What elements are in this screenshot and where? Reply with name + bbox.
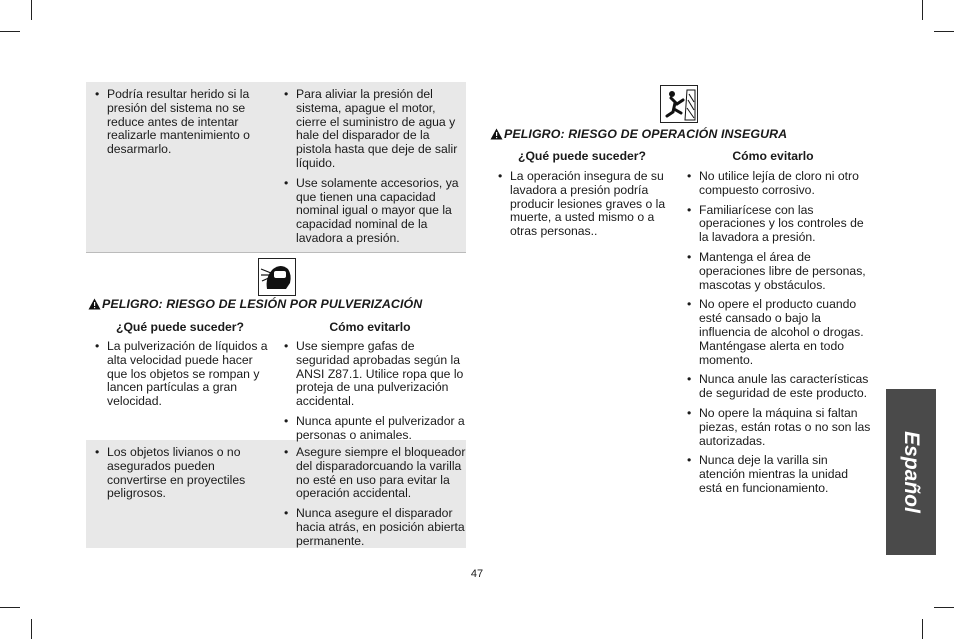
page-number: 47 bbox=[470, 568, 484, 580]
divider bbox=[86, 252, 466, 253]
person-kickback-icon bbox=[660, 85, 698, 123]
list-item: • Familiarícese con las operaciones y los controles de la lavadora a presión. bbox=[687, 204, 871, 245]
crop-mark bbox=[922, 619, 923, 639]
list-item: • No utilice lejía de cloro ni otro compuesto corrosivo. bbox=[687, 170, 871, 198]
list-item: • Use solamente accesorios, ya que tienen una capacidad nominal igual o mayor que la capacidad nominal de la lavadora a presión. bbox=[284, 177, 464, 246]
column-header-how: Cómo evitarlo bbox=[732, 149, 814, 163]
spray-row1-right bbox=[284, 340, 466, 449]
top-right-column bbox=[284, 88, 464, 252]
list-item: • Para aliviar la presión del sistema, apague el motor, cierre el suministro de agua y hale del disparador de la pistola hasta que deje de salir líquido. bbox=[284, 88, 464, 171]
language-tab bbox=[886, 389, 936, 555]
list-item: • La operación insegura de su lavadora a presión podría producir lesiones graves o la muerte, a usted mismo o a otras personas.. bbox=[498, 170, 670, 239]
spray-row1-left bbox=[95, 340, 270, 415]
list-item: • Nunca apunte el pulverizador a personas o animales. bbox=[284, 415, 466, 443]
unsafe-warning-heading bbox=[490, 127, 787, 141]
column-header-what: ¿Qué puede suceder? bbox=[518, 149, 646, 163]
list-item: • Los objetos livianos o no asegurados pueden convertirse en proyectiles peligrosos. bbox=[95, 446, 267, 501]
spray-row2-left bbox=[95, 446, 267, 507]
warning-triangle-icon bbox=[88, 298, 101, 310]
crop-mark bbox=[31, 619, 32, 639]
list-item: • No opere el producto cuando esté cansado o bajo la influencia de alcohol o drogas. Manténgase alerta en todo momento. bbox=[687, 298, 871, 367]
column-header-how: Cómo evitarlo bbox=[329, 320, 411, 334]
crop-mark bbox=[934, 31, 954, 32]
crop-mark bbox=[31, 0, 32, 20]
spray-warning-heading bbox=[88, 297, 422, 311]
list-item: • Nunca asegure el disparador hacia atrás, en posición abierta permanente. bbox=[284, 507, 468, 548]
list-item: • Asegure siempre el bloqueador del disparadorcuando la varilla no esté en uso para evitar la operación accidental. bbox=[284, 446, 468, 501]
crop-mark bbox=[0, 31, 20, 32]
column-header-what: ¿Qué puede suceder? bbox=[116, 320, 244, 334]
crop-mark bbox=[934, 607, 954, 608]
language-tab-label: Español bbox=[900, 431, 923, 513]
list-item: • Mantenga el área de operaciones libre de personas, mascotas y obstáculos. bbox=[687, 251, 871, 292]
goggles-face-icon bbox=[258, 258, 296, 296]
list-item: • Podría resultar herido si la presión del sistema no se reduce antes de intentar realizarle mantenimiento o desarmarlo. bbox=[95, 88, 267, 157]
unsafe-left bbox=[498, 170, 670, 245]
warning-text: PELIGRO: RIESGO DE LESIÓN POR PULVERIZACIÓN bbox=[102, 297, 423, 311]
list-item: • No opere la máquina si faltan piezas, están rotas o no son las autorizadas. bbox=[687, 407, 871, 448]
warning-triangle-icon bbox=[490, 128, 503, 140]
list-item: • La pulverización de líquidos a alta velocidad puede hacer que los objetos se rompan y lancen partículas a gran velocidad. bbox=[95, 340, 270, 409]
crop-mark bbox=[922, 0, 923, 20]
warning-text: PELIGRO: RIESGO DE OPERACIÓN INSEGURA bbox=[504, 127, 788, 141]
spray-row2-right bbox=[284, 446, 468, 555]
unsafe-right bbox=[687, 170, 871, 502]
list-item: • Nunca anule las características de seguridad de este producto. bbox=[687, 373, 871, 401]
list-item: • Nunca deje la varilla sin atención mientras la unidad está en funcionamiento. bbox=[687, 454, 871, 495]
list-item: • Use siempre gafas de seguridad aprobadas según la ANSI Z87.1. Utilice ropa que lo proteja de una pulverización accidental. bbox=[284, 340, 466, 409]
top-left-column bbox=[95, 88, 267, 163]
crop-mark bbox=[0, 607, 20, 608]
